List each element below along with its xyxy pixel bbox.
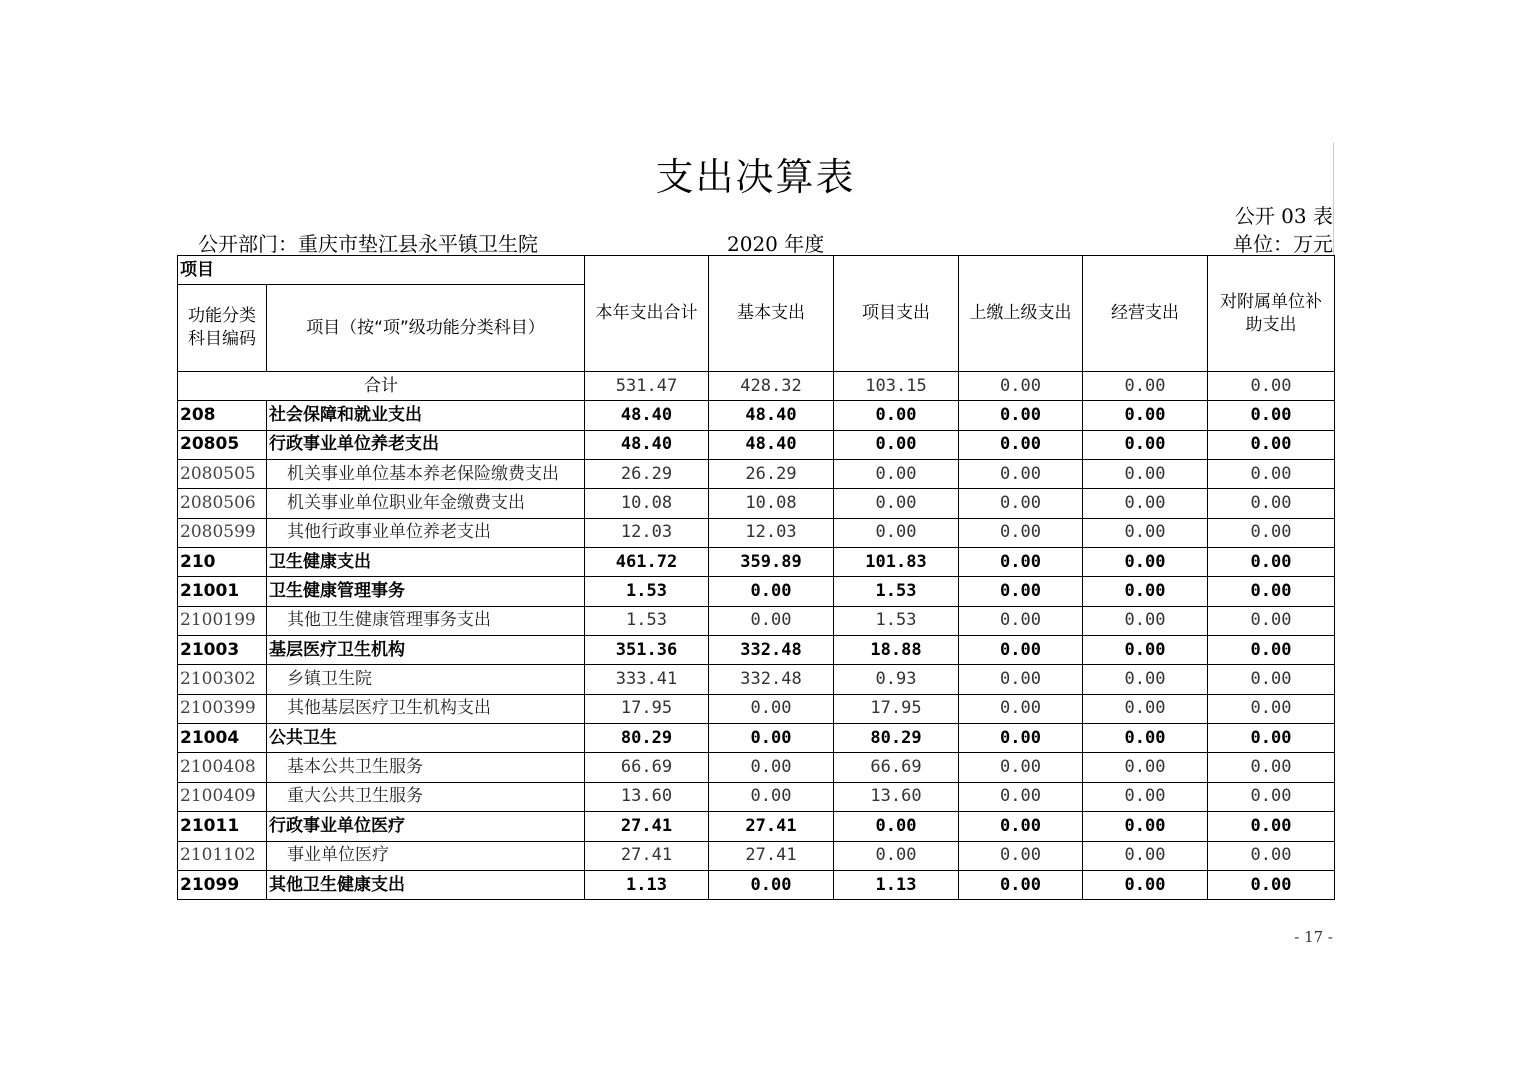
header-col-basic: 基本支出 [709,256,834,372]
row-value: 0.00 [709,577,834,606]
row-value: 0.00 [1208,489,1335,518]
table-row [178,489,1335,518]
row-value: 0.00 [1208,812,1335,841]
row-value: 0.00 [709,606,834,635]
row-code: 2080505 [178,460,267,489]
row-code: 2100302 [178,665,267,694]
row-name: 其他基层医疗卫生机构支出 [267,694,585,723]
row-value: 0.00 [1208,401,1335,430]
row-code: 2080506 [178,489,267,518]
row-name: 机关事业单位基本养老保险缴费支出 [267,460,585,489]
table-row [178,636,1335,665]
row-code: 21099 [178,870,267,899]
row-code: 2101102 [178,841,267,870]
row-value: 0.00 [959,724,1083,753]
row-value: 0.00 [959,812,1083,841]
row-name: 行政事业单位医疗 [267,812,585,841]
row-value: 27.41 [585,841,709,870]
row-value: 0.00 [1083,577,1208,606]
form-number: 公开 03 表 [1234,204,1333,228]
row-value: 0.00 [1083,372,1208,401]
row-value: 0.00 [1208,841,1335,870]
row-value: 1.53 [585,606,709,635]
row-value: 0.00 [1083,724,1208,753]
row-value: 0.00 [1083,430,1208,459]
row-value: 0.00 [834,489,959,518]
row-value: 103.15 [834,372,959,401]
row-name: 乡镇卫生院 [267,665,585,694]
row-code: 210 [178,548,267,577]
header-col-project: 项目支出 [834,256,959,372]
row-value: 66.69 [834,753,959,782]
row-value: 0.00 [1208,606,1335,635]
row-name: 公共卫生 [267,724,585,753]
row-value: 0.00 [959,372,1083,401]
row-value: 0.00 [834,401,959,430]
row-code: 2100409 [178,782,267,811]
row-code: 2100199 [178,606,267,635]
row-value: 0.00 [959,782,1083,811]
row-value: 0.00 [959,430,1083,459]
row-value: 13.60 [585,782,709,811]
row-name: 机关事业单位职业年金缴费支出 [267,489,585,518]
row-name: 社会保障和就业支出 [267,401,585,430]
row-value: 332.48 [709,665,834,694]
row-value: 12.03 [585,518,709,547]
row-value: 0.00 [1208,753,1335,782]
row-value: 0.00 [1208,372,1335,401]
row-value: 0.00 [709,782,834,811]
row-value: 0.00 [959,753,1083,782]
row-value: 10.08 [709,489,834,518]
row-value: 0.00 [1208,636,1335,665]
table-row [178,870,1335,899]
row-value: 0.00 [959,460,1083,489]
row-value: 0.00 [834,841,959,870]
row-value: 0.00 [959,577,1083,606]
row-value: 0.00 [834,518,959,547]
row-value: 0.00 [1083,548,1208,577]
department-label: 公开部门：重庆市垫江县永平镇卫生院 [198,232,538,256]
header-col-subsidy: 对附属单位补助支出 [1208,256,1335,372]
row-name: 基层医疗卫生机构 [267,636,585,665]
row-value: 48.40 [585,401,709,430]
table-row [178,782,1335,811]
row-value: 27.41 [585,812,709,841]
row-value: 0.00 [709,753,834,782]
table-row [178,430,1335,459]
table-row [178,724,1335,753]
header-col-remit: 上缴上级支出 [959,256,1083,372]
row-value: 0.00 [709,724,834,753]
row-value: 0.00 [1208,548,1335,577]
row-value: 48.40 [585,430,709,459]
page-number: - 17 - [1294,928,1333,946]
row-value: 0.00 [959,665,1083,694]
row-value: 0.00 [1208,782,1335,811]
row-value: 0.00 [1208,430,1335,459]
row-value: 0.00 [1208,694,1335,723]
row-value: 0.00 [1208,577,1335,606]
row-code: 2080599 [178,518,267,547]
table-row [178,812,1335,841]
row-value: 0.00 [834,430,959,459]
expenditure-table [177,255,1335,900]
row-value: 0.00 [959,489,1083,518]
table-row [178,694,1335,723]
row-code: 208 [178,401,267,430]
table-row [178,518,1335,547]
row-value: 0.00 [1083,518,1208,547]
row-value: 12.03 [709,518,834,547]
row-value: 80.29 [585,724,709,753]
row-value: 359.89 [709,548,834,577]
row-value: 101.83 [834,548,959,577]
row-value: 0.00 [1083,401,1208,430]
table-row [178,401,1335,430]
row-value: 428.32 [709,372,834,401]
row-value: 0.00 [834,812,959,841]
table-row [178,577,1335,606]
row-name: 行政事业单位养老支出 [267,430,585,459]
row-value: 0.00 [1083,782,1208,811]
table-row [178,841,1335,870]
row-code: 21003 [178,636,267,665]
row-value: 10.08 [585,489,709,518]
row-value: 66.69 [585,753,709,782]
row-name: 其他卫生健康管理事务支出 [267,606,585,635]
row-value: 0.00 [1083,460,1208,489]
page-title: 支出决算表 [655,155,856,199]
row-value: 0.00 [959,548,1083,577]
row-value: 0.00 [1083,812,1208,841]
row-value: 0.00 [1208,665,1335,694]
row-value: 0.00 [1083,753,1208,782]
row-value: 27.41 [709,812,834,841]
row-value: 0.00 [1083,870,1208,899]
row-value: 1.53 [834,577,959,606]
row-value: 18.88 [834,636,959,665]
row-value: 0.00 [959,636,1083,665]
row-value: 0.00 [959,870,1083,899]
header-item: 项目 [178,256,585,285]
row-name: 基本公共卫生服务 [267,753,585,782]
row-code: 2100399 [178,694,267,723]
row-value: 332.48 [709,636,834,665]
row-value: 351.36 [585,636,709,665]
unit-label: 单位：万元 [1233,232,1333,256]
row-code: 21001 [178,577,267,606]
row-value: 80.29 [834,724,959,753]
table-row [178,606,1335,635]
row-code: 21011 [178,812,267,841]
row-value: 48.40 [709,430,834,459]
row-value: 0.00 [1208,724,1335,753]
row-value: 26.29 [709,460,834,489]
row-name: 卫生健康管理事务 [267,577,585,606]
header-row-item [178,256,1335,285]
row-name: 合计 [178,372,585,401]
row-value: 1.13 [834,870,959,899]
row-value: 0.00 [1208,460,1335,489]
row-value: 0.00 [834,460,959,489]
row-name: 卫生健康支出 [267,548,585,577]
row-value: 0.00 [1083,606,1208,635]
row-code: 20805 [178,430,267,459]
row-value: 0.00 [959,694,1083,723]
row-value: 333.41 [585,665,709,694]
row-value: 0.00 [1083,841,1208,870]
row-value: 0.00 [959,606,1083,635]
row-value: 0.00 [1083,489,1208,518]
row-value: 0.00 [709,694,834,723]
table-row [178,548,1335,577]
row-code: 21004 [178,724,267,753]
row-value: 0.00 [959,401,1083,430]
row-value: 0.00 [1083,694,1208,723]
row-value: 1.53 [585,577,709,606]
row-name: 事业单位医疗 [267,841,585,870]
table-row [178,665,1335,694]
row-value: 0.00 [1083,636,1208,665]
row-value: 1.53 [834,606,959,635]
row-value: 0.00 [1208,518,1335,547]
row-name: 其他卫生健康支出 [267,870,585,899]
header-name: 项目（按“项”级功能分类科目） [267,285,585,372]
total-row [178,372,1335,401]
row-value: 26.29 [585,460,709,489]
row-value: 17.95 [585,694,709,723]
row-code: 2100408 [178,753,267,782]
row-value: 0.00 [1208,870,1335,899]
row-name: 重大公共卫生服务 [267,782,585,811]
row-value: 0.00 [709,870,834,899]
row-value: 0.93 [834,665,959,694]
table-body [178,372,1335,900]
row-value: 17.95 [834,694,959,723]
header-code: 功能分类科目编码 [178,285,267,372]
table-row [178,460,1335,489]
row-value: 13.60 [834,782,959,811]
row-value: 461.72 [585,548,709,577]
fiscal-year: 2020 年度 [727,232,825,256]
row-value: 27.41 [709,841,834,870]
row-value: 0.00 [959,841,1083,870]
row-value: 531.47 [585,372,709,401]
row-name: 其他行政事业单位养老支出 [267,518,585,547]
row-value: 48.40 [709,401,834,430]
header-col-total: 本年支出合计 [585,256,709,372]
row-value: 0.00 [1083,665,1208,694]
row-value: 1.13 [585,870,709,899]
header-col-business: 经营支出 [1083,256,1208,372]
table-row [178,753,1335,782]
row-value: 0.00 [959,518,1083,547]
